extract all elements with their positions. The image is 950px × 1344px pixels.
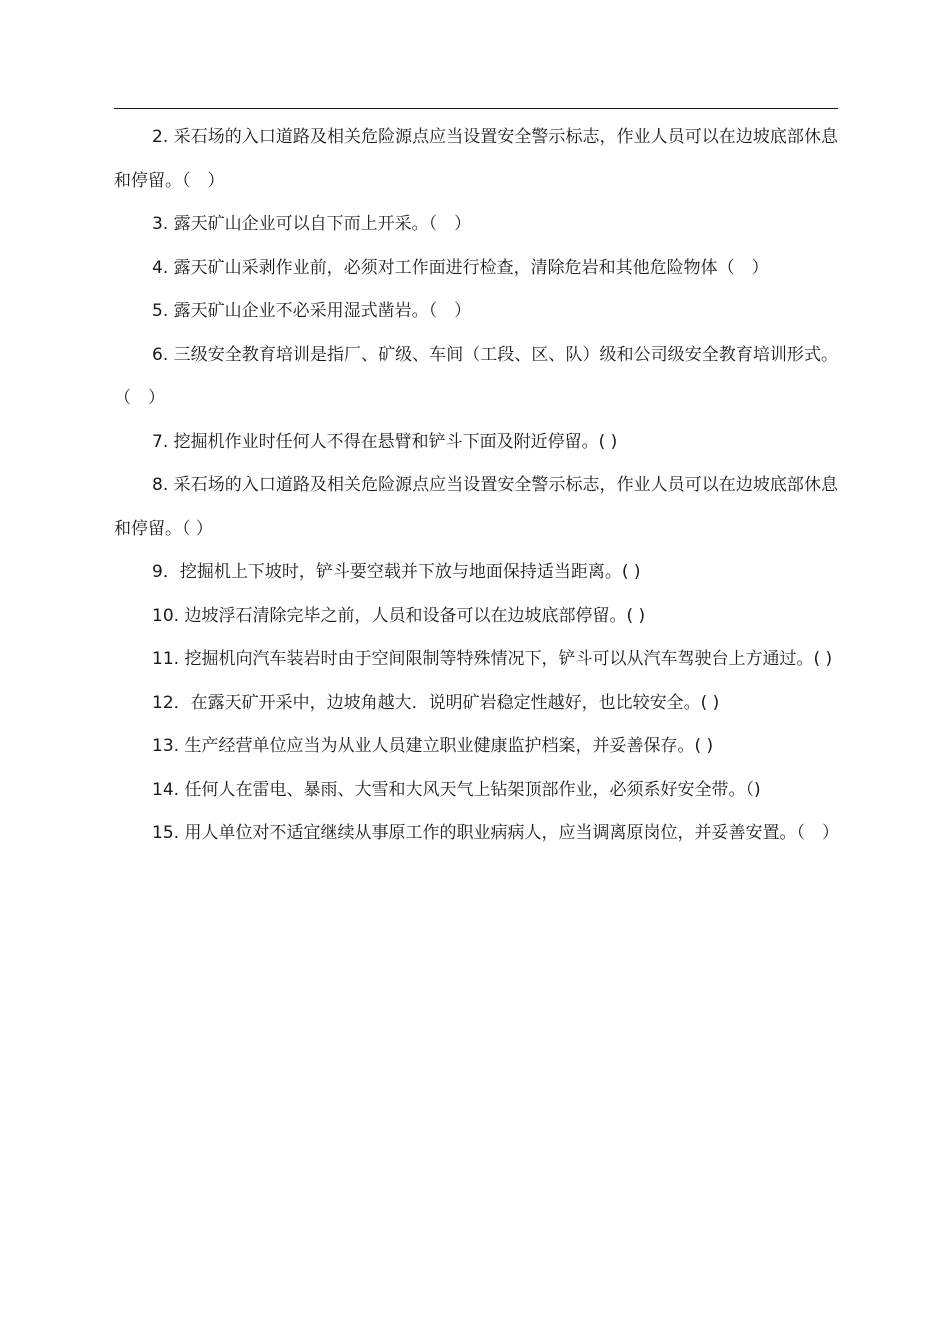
question-12: 12．在露天矿开采中，边坡角越大．说明矿岩稳定性越好，也比较安全。( ) xyxy=(152,692,720,713)
question-7: 7. 挖掘机作业时任何人不得在悬臂和铲斗下面及附近停留。( ) xyxy=(152,431,618,452)
question-9: 9．挖掘机上下坡时，铲斗要空载并下放与地面保持适当距离。( ) xyxy=(152,562,641,582)
question-10: 10. 边坡浮石清除完毕之前，人员和设备可以在边坡底部停留。( ) xyxy=(152,605,646,626)
question-11: 11. 挖掘机向汽车装岩时由于空间限制等特殊情况下，铲斗可以从汽车驾驶台上方通过。( ) xyxy=(152,649,833,669)
question-list xyxy=(114,116,838,856)
question-13: 13. 生产经营单位应当为从业人员建立职业健康监护档案，并妥善保存。( ) xyxy=(152,736,714,756)
question-3: 3. 露天矿山企业可以自下而上开采。（ ） xyxy=(152,214,472,234)
question-5: 5. 露天矿山企业不必采用湿式凿岩。（ ） xyxy=(152,301,472,321)
question-8: 8. 采石场的入口道路及相关危险源点应当设置安全警示标志，作业人员可以在边坡底部休息和停留。（ ） xyxy=(114,475,838,539)
question-6: 6. 三级安全教育培训是指厂、矿级、车间（工段、区、队）级和公司级安全教育培训形式。（ ） xyxy=(114,344,838,408)
question-4: 4. 露天矿山采剥作业前，必须对工作面进行检查，清除危岩和其他危险物体（ ） xyxy=(152,257,769,278)
question-14: 14. 任何人在雷电、暴雨、大雪和大风天气上钻架顶部作业，必须系好安全带。（) xyxy=(152,779,761,800)
question-15: 15. 用人单位对不适宜继续从事原工作的职业病病人，应当调离原岗位，并妥善安置。（ ） xyxy=(152,823,839,843)
question-2: 2. 采石场的入口道路及相关危险源点应当设置安全警示标志，作业人员可以在边坡底部休息和停留。（ ） xyxy=(114,127,838,191)
header-rule xyxy=(114,108,838,109)
